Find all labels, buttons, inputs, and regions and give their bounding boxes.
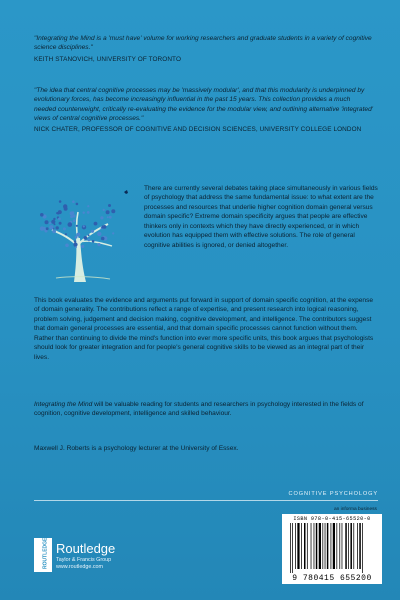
barcode-bar: [307, 523, 308, 569]
leaf-dot: [40, 226, 44, 230]
leaf-dot: [81, 245, 84, 248]
leaf-dot: [73, 219, 76, 222]
leaf-dot: [101, 237, 105, 241]
leaf-dot: [59, 200, 62, 203]
barcode-bar: [336, 523, 337, 569]
leaf-dot: [72, 200, 75, 203]
leaf-dot: [76, 203, 79, 206]
leaf-dot: [64, 207, 68, 211]
barcode-bar: [342, 523, 343, 569]
readership-text: will be valuable reading for students and researchers in psychology interested in the fields of cognition, cognitive development, intelligence and skilled behaviour.: [34, 401, 364, 418]
leaf-dot: [88, 234, 90, 236]
logo-vertical-text: ROUTLEDGE: [42, 538, 49, 569]
leaf-dot: [97, 232, 101, 236]
leaf-dot: [100, 216, 103, 219]
leaf-dot: [75, 236, 78, 239]
leaf-dot: [101, 225, 104, 228]
leaf-dot: [70, 212, 74, 216]
leaf-dot: [49, 225, 53, 229]
endorsement-quote-1: [34, 34, 374, 64]
leaf-dot: [107, 216, 109, 218]
barcode-bar: [359, 523, 361, 569]
leaf-dot: [88, 239, 91, 242]
barcode-bar: [350, 523, 352, 569]
leaf-dot: [94, 222, 98, 226]
series-label: COGNITIVE PSYCHOLOGY: [288, 491, 378, 497]
leaf-dot: [91, 230, 94, 233]
leaf-dot: [87, 205, 89, 207]
barcode-bar: [292, 523, 293, 573]
leaf-dot: [84, 236, 88, 240]
leaf-dot: [103, 209, 105, 211]
leaf-dot: [108, 204, 111, 207]
publisher-group: Taylor & Francis Group: [56, 557, 112, 563]
quote-text: "The idea that central cognitive processes may be 'massively modular', and that this modularity is underpinned by evolutionary forces, has become increasingly influential in the past 15 years. This collection provides a much needed counterweight, critically re-evaluating the evidence for the modular view, and outlining alternative 'integrated' views of central cognitive processes.": [34, 87, 374, 122]
blurb-intro: There are currently several debates taking place simultaneously in various fields of psychology that address the same fundamental issue: to what extent are the processes and resources that underlie higher cognition domain general versus domain specific? Extreme domain specificity argues that people are effective thinkers only in contexts which they have directly experienced, or in which evolution has equipped them with effective solutions. The role of general cognitive abilities is ignored, or denied altogether.: [144, 185, 378, 249]
tree-illustration: [26, 186, 136, 286]
barcode-bar: [345, 523, 347, 569]
leaf-dot: [73, 243, 77, 247]
barcode-bar: [316, 523, 318, 569]
barcode-bar: [322, 523, 323, 569]
barcode-bar: [290, 523, 291, 573]
endorsement-quote-2: [34, 86, 374, 134]
leaf-dot: [75, 246, 77, 248]
barcode-bar: [311, 523, 312, 569]
barcode-bar: [304, 523, 306, 569]
blurb-paragraph: This book evaluates the evidence and arguments put forward in support of domain specific cognition, at the expense of domain generality. The contributions reflect a range of expertise, and present research into logical reasoning, problem solving, judgement and decision making, cognitive development, and intelligence. The contributors suggest that domain general processes are essential, and that domain specific processes cannot function without them. Rather than continuing to divide the mind's function into ever more specific units, this book argues that psychologists should look for greater integration and for people's general cognitive skills to be viewed as an integral part of their lives.: [34, 297, 374, 361]
isbn-barcode: [282, 514, 382, 584]
leaf-dot: [97, 243, 100, 246]
barcode-bar: [362, 523, 363, 573]
leaf-dot: [76, 233, 80, 237]
barcode-bar: [327, 523, 329, 569]
informa-label: an informa business: [334, 507, 377, 512]
quote-attribution: KEITH STANOVICH, UNIVERSITY OF TORONTO: [34, 55, 182, 63]
divider: [34, 500, 378, 501]
barcode-bar: [295, 523, 296, 569]
quote-attribution: NICK CHATER, PROFESSOR OF COGNITIVE AND DECISION SCIENCES, UNIVERSITY COLLEGE LONDON: [34, 126, 362, 134]
isbn-label: ISBN 978-0-415-65520-0: [293, 516, 371, 522]
leaf-dot: [111, 209, 115, 213]
barcode-bars: [288, 523, 376, 573]
leaf-dot: [56, 226, 59, 229]
leaf-dot: [40, 213, 44, 217]
leaf-dot: [58, 210, 62, 214]
leaf-dot: [106, 210, 110, 214]
leaf-dot: [83, 212, 85, 214]
leaf-dot: [68, 222, 73, 227]
leaf-dot: [87, 211, 90, 214]
leaf-dot: [65, 244, 69, 248]
leaf-dot: [92, 240, 95, 243]
barcode-bar: [348, 523, 349, 569]
barcode-bar: [353, 523, 354, 569]
leaf-dot: [112, 232, 114, 234]
barcode-bar: [357, 523, 358, 569]
leaf-dot: [76, 225, 78, 227]
author-note: Maxwell J. Roberts is a psychology lecturer at the University of Essex.: [34, 445, 239, 452]
barcode-bar: [325, 523, 326, 569]
barcode-bar: [339, 523, 340, 569]
barcode-digits: 9 780415 655200: [292, 574, 372, 583]
barcode-bar: [314, 523, 315, 569]
barcode-bar: [297, 523, 299, 569]
leaf-dot: [51, 220, 55, 224]
leaf-dot: [46, 227, 49, 230]
leaf-dot: [63, 227, 66, 230]
leaf-dot: [70, 215, 73, 218]
leaf-dot: [83, 225, 85, 227]
leaf-dot: [74, 240, 76, 242]
barcode-bar: [319, 523, 321, 569]
leaf-dot: [65, 233, 67, 235]
quote-text: "Integrating the Mind is a 'must have' volume for working researchers and graduate students in a variety of cognitive science disciplines.": [34, 35, 372, 52]
leaf-dot: [59, 222, 62, 225]
leaf-dot: [109, 216, 112, 219]
barcode-bar: [333, 523, 335, 569]
barcode-bar: [301, 523, 302, 569]
publisher-logo-block: [34, 538, 174, 578]
publisher-name: Routledge: [56, 541, 116, 556]
leaf-dot: [56, 212, 58, 214]
leaf-dot: [49, 222, 51, 224]
leaf-dot: [45, 220, 49, 224]
leaf-dot: [58, 218, 61, 221]
routledge-logo-icon: [34, 538, 52, 572]
barcode-bar: [331, 523, 332, 569]
blurb-paragraph-readership: [34, 400, 378, 419]
leaf-dot: [52, 230, 56, 234]
book-title: Integrating the Mind: [34, 401, 93, 408]
publisher-url: www.routledge.com: [56, 564, 104, 570]
